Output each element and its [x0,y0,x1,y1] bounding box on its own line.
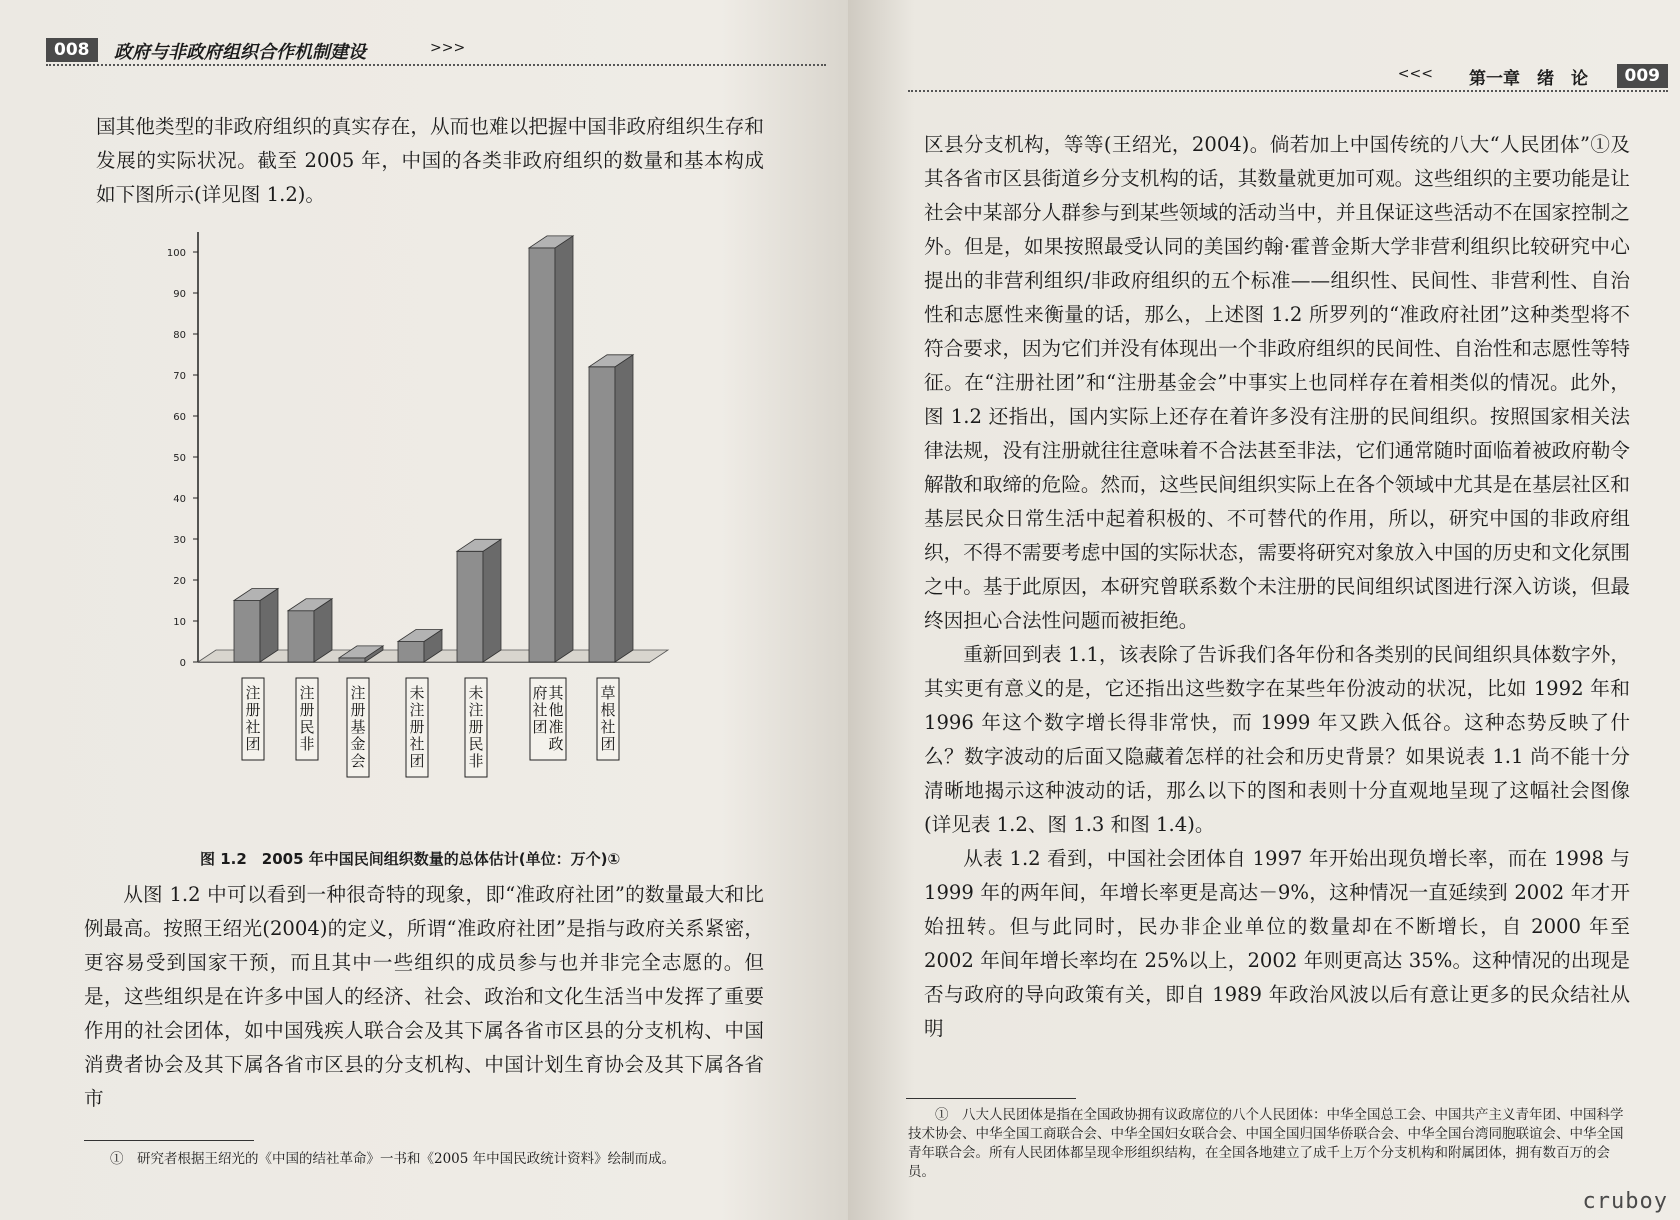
y-tick-label: 80 [173,330,186,341]
category-label-text: 其他准政府社团 [532,684,564,753]
bar-chart [90,220,810,800]
bar [457,539,501,662]
y-tick-label: 40 [173,494,186,505]
page-number: 009 [1617,64,1669,88]
bar-front [589,367,615,662]
y-tick-label: 90 [173,289,186,300]
figure-caption: 图 1.2 2005 年中国民间组织数量的总体估计(单位：万个)① [200,850,621,868]
bar-front [398,642,424,663]
bar-front [288,611,314,662]
category-label [406,678,428,777]
paragraph-3: 从表 1.2 看到，中国社会团体自 1997 年开始出现负增长率，而在 1998 与 1999 年的两年间，年增长率更是高达－9%，这种情况一直延续到 2002 年才开始扭转。但与此同时，民办非企业单位的数量却在不断增长，自 2000 年至 2002 年间年增长率均在 25%以上，2002 年则更高达 35%。这种情况的出现是否与政府的导向政策有关，即自 1989 年政治风波以后有意让更多的民众结社从明 [924,847,1630,1040]
watermark: cruboy [1582,1189,1668,1214]
y-tick-label: 10 [173,617,186,628]
footnote-rule [84,1140,254,1141]
bar [589,355,633,662]
bar-side [615,355,633,662]
paragraph-2: 重新回到表 1.1，该表除了告诉我们各年份和各类别的民间组织具体数字外，其实更有意义的是，它还指出这些数字在某些年份波动的状况，比如 1992 年和 1996 年这个数字增长得非常快，而 1999 年又跌入低谷。这种态势反映了什么？数字波动的后面又隐藏着怎样的社会和历史背景？如果说表 1.1 尚不能十分清晰地揭示这种波动的话，那么以下的图和表则十分直观地呈现了这幅社会图像(详见表 1.2、图 1.3 和图 1.4)。 [924,643,1630,836]
category-label-text: 未注册社团 [409,684,425,770]
y-tick-label: 60 [173,412,186,423]
category-label-text: 注册基金会 [350,684,366,770]
page-number: 008 [46,38,98,62]
bar [288,599,332,662]
bar-front [457,551,483,662]
intro-paragraph: 国其他类型的非政府组织的真实存在，从而也难以把握中国非政府组织生存和发展的实际状况。截至 2005 年，中国的各类非政府组织的数量和基本构成如下图所示(详见图 1.2)。 [96,115,764,206]
left-page-header [46,38,826,68]
paragraph-after-figure: 从图 1.2 中可以看到一种很奇特的现象，即“准政府社团”的数量最大和比例最高。按照王绍光(2004)的定义，所谓“准政府社团”是指与政府关系紧密，更容易受到国家干预，而且其中一些组织的成员参与也并非完全志愿的。但是，这些组织是在许多中国人的经济、社会、政治和文化生活当中发挥了重要作用的社会团体，如中国残疾人联合会及其下属各省市区县的分支机构、中国消费者协会及其下属各省市区县的分支机构、中国计划生育协会及其下属各省市 [84,883,764,1110]
category-label-text: 注册社团 [245,684,261,753]
category-label [530,678,566,760]
chapter-title: 第一章 绪 论 [1469,69,1588,89]
y-tick-label: 30 [173,535,186,546]
footnote: ① 研究者根据王绍光的《中国的结社革命》一书和《2005 年中国民政统计资料》绘制而成。 [110,1151,676,1167]
bar-front [234,601,260,663]
category-label-text: 草根社团 [600,684,616,753]
category-label [465,678,487,777]
category-label-text: 注册民非 [299,684,315,753]
footnote-rule [906,1098,1076,1099]
bar-side [555,236,573,662]
header-rule [908,90,1668,92]
paragraph-1: 区县分支机构，等等(王绍光，2004)。倘若加上中国传统的八大“人民团体”①及其各省市区县街道乡分支机构的话，其数量就更加可观。这些组织的主要功能是让社会中某部分人群参与到某些领域的活动当中，并且保证这些活动不在国家控制之外。但是，如果按照最受认同的美国约翰·霍普金斯大学非营利组织比较研究中心提出的非营利组织/非政府组织的五个标准——组织性、民间性、非营利性、自治性和志愿性来衡量的话，那么，上述图 1.2 所罗列的“准政府社团”这种类型将不符合要求，因为它们并没有体现出一个非政府组织的民间性、自治性和志愿性等特征。在“注册社团”和“注册基金会”中事实上也同样存在着相类似的情况。此外，图 1.2 还指出，国内实际上还存在着许多没有注册的民间组织。按照国家相关法律法规，没有注册就往往意味着不合法甚至非法，它们通常随时面临着被政府勒令解散和取缔的危险。然而，这些民间组织实际上在各个领域中尤其是在基层社区和基层民众日常生活中起着积极的、不可替代的作用，所以，研究中国的非政府组织，不得不需要考虑中国的实际状态，需要将研究对象放入中国的历史和文化氛围之中。基于此原因，本研究曾联系数个未注册的民间组织试图进行深入访谈，但最终因担心合法性问题而被拒绝。 [924,133,1630,632]
right-page [848,0,1680,1220]
right-page-header [908,64,1668,94]
bar-side [260,589,278,663]
header-arrows: >>> [430,40,466,56]
y-tick-label: 20 [173,576,186,587]
y-tick-label: 50 [173,453,186,464]
bar [234,589,278,663]
bar-front [529,248,555,662]
bar-side [483,539,501,662]
footnote: ① 八大人民团体是指在全国政协拥有议政席位的八个人民团体：中华全国总工会、中国共产主义青年团、中国科学技术协会、中华全国工商联合会、中华全国妇女联合会、中国全国归国华侨联合会、中华全国台湾同胞联谊会、中华全国青年联合会。所有人民团体都呈现伞形组织结构，在全国各地建立了成千上万个分支机构和附属团体，拥有数百万的会员。 [908,1107,1624,1180]
y-tick-label: 70 [173,371,186,382]
y-tick-label: 0 [179,658,186,669]
header-arrows: <<< [1397,66,1433,82]
bar-front [339,658,365,662]
header-rule [46,64,826,66]
y-tick-label: 100 [166,248,186,259]
category-label [296,678,318,760]
book-title: 政府与非政府组织合作机制建设 [114,42,366,63]
category-label [597,678,619,760]
category-label [347,678,369,777]
category-label [242,678,264,760]
bar [529,236,573,662]
right-body-text [924,128,1630,1046]
category-label-text: 未注册民非 [468,684,484,770]
